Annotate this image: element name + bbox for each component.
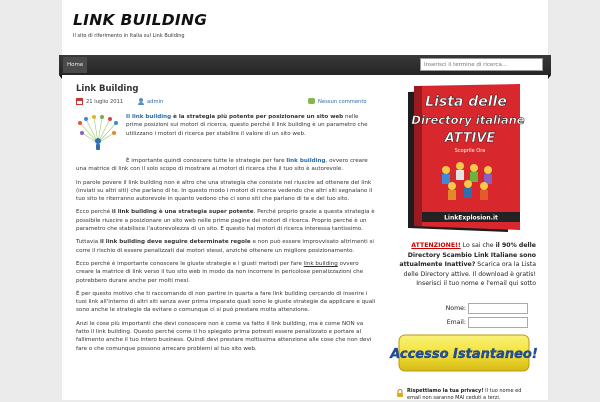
post <box>76 84 376 358</box>
ebook-subtitle: Scoprile Ora <box>454 148 486 154</box>
post-author-link[interactable]: admin <box>147 99 164 105</box>
post-title[interactable]: Link Building <box>76 84 139 94</box>
post-comments-link[interactable]: Nessun commento <box>318 99 367 105</box>
ebook-title-3: ATTIVE <box>444 131 496 146</box>
post-paragraph-3: Ecco perché il link building è una strategia super potente. Perché proprio grazie a questa strategia è possibile riuscire a posizionare un sito web nelle prime pagine dei motori di ricerca. Proprio perché è un parametro che stabilisce l'autorevolezza di un sito. E questo hai motori di ricerca interessa tantissimo. <box>76 209 375 233</box>
optin-email-row <box>396 317 536 329</box>
intro-rest: nelle prime posizioni sui motori di ricerca, questo perché il link building è un parametro che utilizzano i motori di ricerca per stabilire il valore di un sito web. <box>126 114 368 137</box>
nav-ribbon-left <box>59 75 62 79</box>
post-paragraph-5: Ecco perché è importante conoscere le giuste strategie e i giusti metodi per fare link building ovvero creare la matrice di link verso il tuo sito web in modo da non incorrere in pericolose penalizzazioni che potrebbero durare anche per molti mesi. <box>76 260 364 284</box>
optin-warning: ATTENZIONE!! <box>411 242 461 249</box>
privacy-note: Rispettiamo la tua privacy! Il tuo nome ed email non saranno MAI ceduti a terzi. <box>396 388 536 402</box>
optin-text: ATTENZIONE!! Lo sai che il 90% delle Directory Scambio Link Italiane sono attualmente Inattive? Scarica ora la Lista delle Directory attive. Il download è gratis! Inserisci il tuo nome e l'email qui sotto <box>399 242 536 287</box>
comment-icon <box>308 98 315 104</box>
post-meta <box>76 98 376 107</box>
ebook-title-1: Lista delle <box>425 94 507 110</box>
post-paragraph-6: È per questo motivo che ti raccomando di non partire in quarta a fare link building cercando di inserire i tuoi link all'interno di altri siti senza aver prima imparato quali sono le giuste strategie da applicare e quali sono anche le strategie da evitare o comunque ci si può prestare molta attenzione. <box>76 290 376 314</box>
p5-link[interactable]: link building <box>303 260 338 267</box>
nav-item-home[interactable]: Home <box>63 57 87 73</box>
post-date: 21 luglio 2011 <box>86 99 124 105</box>
ebook-cover-image[interactable] <box>396 84 536 239</box>
lock-icon <box>396 389 404 397</box>
email-field[interactable] <box>468 317 528 328</box>
cta-label: Accesso Istantaneo! <box>390 347 538 362</box>
instant-access-button[interactable] <box>390 334 538 372</box>
network-people-image <box>76 113 120 151</box>
site-title[interactable]: LINK BUILDING <box>73 11 208 29</box>
post-paragraph-1: È importante quindi conoscere tutte le strategie per fare link building, ovvero creare una matrice di link con il solo scopo di mostrare ai motori di ricerca che il tuo sito è autorevole. <box>76 158 368 173</box>
name-field[interactable] <box>468 303 528 314</box>
optin-name-row <box>396 303 536 315</box>
name-label: Nome: <box>445 305 466 312</box>
post-paragraph-7: Anzi le cose più importanti che devi conoscere non è come va fatto il link building, ma è come NON va fatto il link building. Questo perché come ti ho spiegato prima potresti essere penalizzato e portare al fallimento anche il tuo intero business. Quindi devi prestare moltissima attenzione alle cose che non devi fare o che comunque possono arrecare problemi al tuo sito web. <box>76 320 372 352</box>
page-wrapper <box>62 0 548 400</box>
author-icon <box>138 98 144 105</box>
post-intro <box>76 113 376 157</box>
ebook-brand: LinkExplosion.it <box>444 214 498 222</box>
main-nav <box>59 55 551 75</box>
post-paragraph-4: Tuttavia il link building deve seguire determinate regole e non può essere improvvisato altrimenti si corre il rischio di essere penalizzati dai motori stessi, anziché ottenere un migliore posizionamento. <box>76 239 374 254</box>
intro-link[interactable]: Il link building <box>126 114 172 120</box>
post-body <box>76 113 376 353</box>
post-paragraph-2: In parole povere il link building non è altro che una strategia che consiste nel riuscire ad ottenere dei link (inviati su altri siti) che parlano di te. In questo modo i motori di ricerca vedendo che altri siti segnalano il tuo sito te riterranno autorevole in quanto vedono che ci sono siti che parlano di te e del tuo sito. <box>76 179 373 203</box>
p1-link[interactable]: link building <box>286 158 326 164</box>
nav-ribbon-right <box>548 75 551 79</box>
intro-bold: è la strategia più potente per posizionare un sito web <box>171 114 344 120</box>
calendar-icon <box>76 98 83 105</box>
ebook-title-2: Directory italiane <box>411 113 525 127</box>
post-intro-text <box>126 113 376 138</box>
search-input[interactable] <box>420 58 543 71</box>
site-description: Il sito di riferimento in Italia sul Link Building <box>73 33 185 39</box>
email-label: Email: <box>446 319 466 326</box>
